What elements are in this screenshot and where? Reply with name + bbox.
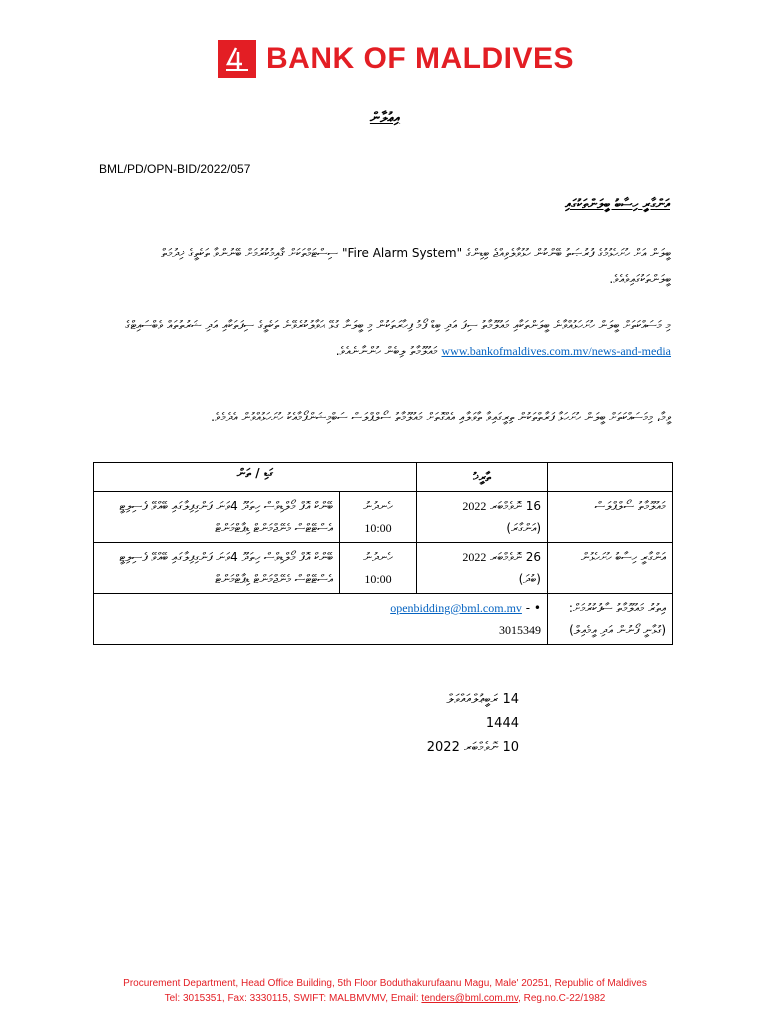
hijri-date: 14 ރަބީޢުލްއައްވަލް 1444 bbox=[446, 692, 519, 731]
page-heading: އިޢުލާން bbox=[369, 110, 401, 126]
row-place: ބޭންކް އޮފް މޯލްޑިވްސް ހިތަދޫ 4ވަނަ ފަންގިފިލާގައި ބޭއްވޭ ފެސިލިޓީ އެސްޓޭޓްސް މެނޭޖްމަންޓް ޑިޕާޓްމަންޓް bbox=[94, 492, 340, 543]
time-value: 10:00 bbox=[364, 572, 392, 586]
table-header-blank bbox=[548, 463, 673, 492]
paragraph-instructions bbox=[99, 404, 671, 430]
date-day: 16 bbox=[525, 499, 541, 513]
paragraph-instructions-text-a: ވީމާ، މިމަސައްކަތަށް ބީލަން ހުށަހަޅާ ފަރާތްތަކުން ތިރީގައިވާ ތާވަލާއި އެއްގޮތަށް މައުލޫމާތު ސޯލްޕްލަސް bbox=[351, 410, 671, 424]
date-year: 2022 bbox=[462, 550, 487, 564]
time-period: ހެނދުނު bbox=[363, 499, 393, 513]
table-row-contact bbox=[94, 594, 673, 645]
contact-label-text: އިތުރު މައުލޫމާތު ސާފުކުރުމަށް: bbox=[568, 601, 666, 615]
reference-number: BML/PD/OPN-BID/2022/057 bbox=[99, 162, 251, 176]
bullet: • bbox=[533, 601, 541, 615]
paragraph-details-text-b: ޙަވާލުކުރެވޭނެ ތަކެތީގެ ސިފަތަކާއި އަދި ޝަރުތުތައް ވެބްސައިޓްގެ bbox=[125, 318, 325, 332]
paragraph-details-text-c: މައުލޫމާތު ލިބެން ހުންނާނެއެވެ. bbox=[335, 344, 438, 358]
paragraph-details-text-a: މި މަސައްކަތަށް ބީލަން ހުށަހަޅުއްވާނެ ބީލަންތަކާއި މައުލޫމާތު ސިފަ އަދި ބިޑް ފޯމު ފިހާރަތަކުން މި ބީލަނާ ގުޅޭ bbox=[328, 318, 671, 332]
footer bbox=[0, 976, 770, 1006]
row-time bbox=[340, 543, 417, 594]
date-year: 2022 bbox=[462, 499, 487, 513]
date-day: 26 bbox=[525, 550, 541, 564]
table-row bbox=[94, 492, 673, 543]
footer-email-link[interactable]: tenders@bml.com.mv bbox=[421, 993, 519, 1004]
contact-info bbox=[94, 594, 548, 645]
row-date bbox=[417, 543, 548, 594]
date-month: ނޮވެމްބަރ bbox=[490, 550, 522, 564]
bank-logo-icon bbox=[218, 40, 256, 78]
footer-contact bbox=[0, 991, 770, 1006]
bank-name: BANK OF MALDIVES bbox=[266, 42, 574, 75]
row-date bbox=[417, 492, 548, 543]
website-link[interactable]: www.bankofmaldives.com.mv/news-and-media bbox=[441, 344, 671, 358]
table-row bbox=[94, 543, 673, 594]
date-weekday: (ބުދަ) bbox=[518, 572, 541, 586]
contact-email-link[interactable]: openbidding@bml.com.mv bbox=[390, 601, 522, 615]
paragraph-instructions-text-b: ސަބްމިޝަންފޯމާއެކު ހުށަހަޅުއްވުން އެދެމެވެ. bbox=[211, 410, 348, 424]
row-label: މައުލޫމާތު ސޯލްޕްލަސް bbox=[548, 492, 673, 543]
contact-phone: 3015349 bbox=[499, 623, 541, 637]
paragraph-intro: ބީލަން އަށް ހުށަހެޅުމުގެ ފުރުޞަތު ބޭންކުން ހުޅުވާލެވިއްޖެ ބިޑިންގެ "Fire Alarm System" ސިސްޓަމްތަކަށް ޤާއިމުކުރުމަށް ބޭނުންވާ ތަކެތީގެ ޚިދުމަތް ބީލަންތަކުގައިވެއެވެ. bbox=[161, 246, 671, 286]
row-label: އަންގާރީ ހިސާބު ހުށަހެޅުން bbox=[548, 543, 673, 594]
document-title: އަންގާރީ ހިސާބު ބީލަންތަކުގައި bbox=[564, 197, 670, 212]
footer-contact-text: Tel: 3015351, Fax: 3330115, SWIFT: MALBMVMV, Email: bbox=[164, 993, 422, 1004]
date-month: ނޮވެމްބަރ bbox=[490, 499, 522, 513]
issue-dates bbox=[423, 688, 519, 760]
time-period: ހެނދުނު bbox=[363, 550, 393, 564]
paragraph-details bbox=[99, 312, 671, 364]
contact-sublabel: (ގުޅާނީ ފޯނުން އަދި އީމެއިލް) bbox=[569, 623, 666, 637]
table-header-row bbox=[94, 463, 673, 492]
table-header-time-place: ގަޑި / ތަން bbox=[94, 463, 417, 492]
footer-address: Procurement Department, Head Office Building, 5th Floor Boduthakurufaanu Magu, Male' 20251, Republic of Maldives bbox=[123, 978, 647, 989]
date-weekday: (އަންގާރަ) bbox=[506, 521, 541, 535]
row-time bbox=[340, 492, 417, 543]
time-value: 10:00 bbox=[364, 521, 392, 535]
gregorian-date: 10 ނޮވެމްބަރ 2022 bbox=[426, 740, 519, 755]
bank-logo bbox=[218, 40, 574, 78]
schedule-table bbox=[93, 462, 673, 645]
table-header-date: ތާރީޚު bbox=[417, 463, 548, 492]
contact-label bbox=[548, 594, 673, 645]
dash: - bbox=[525, 601, 531, 615]
footer-reg: , Reg.no.C-22/1982 bbox=[518, 993, 606, 1004]
row-place: ބޭންކް އޮފް މޯލްޑިވްސް ހިތަދޫ 4ވަނަ ފަންގިފިލާގައި ބޭއްވޭ ފެސިލިޓީ އެސްޓޭޓްސް މެނޭޖްމަންޓް ޑިޕާޓްމަންޓް bbox=[94, 543, 340, 594]
